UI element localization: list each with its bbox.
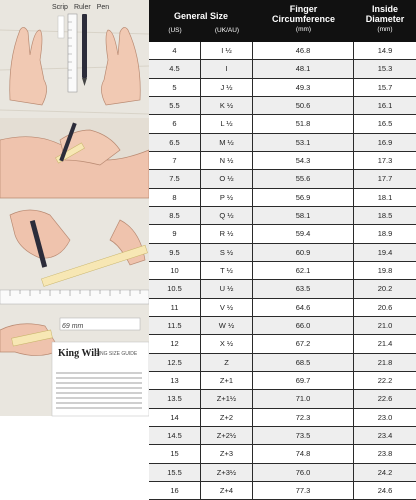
table-row (149, 317, 416, 335)
cell-us: 12 (149, 335, 201, 352)
cell-diameter: 21.4 (377, 339, 393, 349)
table-row (149, 244, 416, 262)
table-row (149, 262, 416, 280)
cell-uk: K ½ (201, 97, 253, 114)
cell-diameter: 19.4 (377, 247, 393, 257)
header-circ-line2: Circumference (271, 14, 336, 24)
cell-diameter: 22.2 (377, 376, 393, 386)
header-us: (US) (168, 27, 182, 34)
table-row (149, 427, 416, 445)
cell-diameter: 23.0 (377, 412, 393, 422)
cell-uk: U ½ (201, 280, 253, 297)
cell-diameter: 19.8 (377, 266, 393, 276)
cell-circumference: 67.2 (253, 335, 354, 352)
cell-diameter: 17.7 (377, 174, 393, 184)
table-row (149, 280, 416, 298)
table-row (149, 464, 416, 482)
cell-uk: Z+1 (201, 372, 253, 389)
cell-circumference: 62.1 (253, 262, 354, 279)
cell-circumference: 64.6 (253, 299, 354, 316)
cell-uk: Z+3½ (201, 464, 253, 481)
cell-diameter: 16.5 (377, 119, 393, 129)
table-row (149, 42, 416, 60)
cell-circumference: 71.0 (253, 390, 354, 407)
brand-logo-text: King Will (58, 348, 100, 359)
table-row (149, 60, 416, 78)
cell-us: 8.5 (149, 207, 201, 224)
cell-uk: J ½ (201, 79, 253, 96)
cell-circumference: 48.1 (253, 60, 354, 77)
table-row (149, 482, 416, 500)
cell-circumference: 72.3 (253, 409, 354, 426)
table-row (149, 372, 416, 390)
cell-uk: P ½ (201, 189, 253, 206)
cell-uk: I (201, 60, 253, 77)
cell-uk: X ½ (201, 335, 253, 352)
cell-diameter: 18.5 (377, 211, 393, 221)
cell-circumference: 76.0 (253, 464, 354, 481)
cell-circumference: 50.6 (253, 97, 354, 114)
cell-us: 6 (149, 115, 201, 132)
table-row (149, 97, 416, 115)
table-row (149, 207, 416, 225)
cell-circumference: 56.9 (253, 189, 354, 206)
cell-uk: O ½ (201, 170, 253, 187)
table-row (149, 445, 416, 463)
cell-us: 11 (149, 299, 201, 316)
brand-subtitle: RING SIZE GUIDE (95, 351, 138, 357)
table-row (149, 152, 416, 170)
measurement-label: 69 mm (62, 323, 84, 330)
cell-us: 14 (149, 409, 201, 426)
cell-diameter: 15.7 (377, 82, 393, 92)
cell-diameter: 20.6 (377, 302, 393, 312)
cell-us: 14.5 (149, 427, 201, 444)
cell-uk: S ½ (201, 244, 253, 261)
table-row (149, 134, 416, 152)
header-dia-unit: (mm) (377, 26, 393, 33)
cell-uk: Q ½ (201, 207, 253, 224)
cell-circumference: 60.9 (253, 244, 354, 261)
cell-circumference: 59.4 (253, 225, 354, 242)
table-body (149, 42, 416, 500)
table-row (149, 409, 416, 427)
cell-diameter: 23.4 (377, 431, 393, 441)
cell-diameter: 22.6 (377, 394, 393, 404)
table-row (149, 170, 416, 188)
panel-mark-paper (0, 205, 149, 286)
cell-us: 13 (149, 372, 201, 389)
table-row (149, 299, 416, 317)
cell-uk: Z+2 (201, 409, 253, 426)
tool-label-ruler: Ruler (73, 4, 91, 11)
cell-us: 11.5 (149, 317, 201, 334)
cell-us: 9 (149, 225, 201, 242)
cell-diameter: 16.1 (377, 101, 393, 111)
cell-circumference: 66.0 (253, 317, 354, 334)
table-row (149, 189, 416, 207)
cell-diameter: 21.8 (377, 357, 393, 367)
header-uk: (UK/AU) (214, 27, 240, 34)
cell-diameter: 24.2 (377, 467, 393, 477)
cell-us: 10.5 (149, 280, 201, 297)
table-row (149, 79, 416, 97)
cell-us: 15 (149, 445, 201, 462)
cell-us: 10 (149, 262, 201, 279)
cell-circumference: 49.3 (253, 79, 354, 96)
cell-diameter: 21.0 (377, 321, 393, 331)
table-row (149, 225, 416, 243)
cell-us: 7 (149, 152, 201, 169)
panel-wrap-finger (0, 118, 149, 198)
cell-us: 9.5 (149, 244, 201, 261)
cell-uk: L ½ (201, 115, 253, 132)
cell-circumference: 69.7 (253, 372, 354, 389)
tool-label-pen: Pen (96, 4, 110, 11)
header-circ-line1: Finger (289, 4, 318, 14)
cell-us: 4 (149, 42, 201, 59)
cell-circumference: 73.5 (253, 427, 354, 444)
cell-uk: M ½ (201, 134, 253, 151)
cell-circumference: 58.1 (253, 207, 354, 224)
cell-diameter: 17.3 (377, 156, 393, 166)
cell-circumference: 63.5 (253, 280, 354, 297)
table-row (149, 390, 416, 408)
cell-us: 4.5 (149, 60, 201, 77)
cell-uk: T ½ (201, 262, 253, 279)
cell-us: 15.5 (149, 464, 201, 481)
cell-diameter: 24.6 (377, 486, 393, 496)
header-circ-unit: (mm) (295, 26, 312, 33)
panel-hands-and-tools (10, 14, 141, 105)
measuring-instructions-illustration (0, 0, 149, 416)
cell-us: 8 (149, 189, 201, 206)
cell-us: 5 (149, 79, 201, 96)
cell-diameter: 15.3 (377, 64, 393, 74)
cell-uk: Z+3 (201, 445, 253, 462)
table-header (149, 0, 416, 42)
header-general-size: General Size (173, 11, 229, 21)
ring-size-table (149, 0, 416, 496)
cell-uk: Z+1½ (201, 390, 253, 407)
cell-us: 7.5 (149, 170, 201, 187)
cell-diameter: 23.8 (377, 449, 393, 459)
tool-label-scrip: Scrip (52, 4, 68, 11)
cell-uk: Z (201, 354, 253, 371)
cell-us: 6.5 (149, 134, 201, 151)
cell-uk: R ½ (201, 225, 253, 242)
cell-us: 5.5 (149, 97, 201, 114)
cell-diameter: 16.9 (377, 137, 393, 147)
cell-uk: V ½ (201, 299, 253, 316)
cell-circumference: 74.8 (253, 445, 354, 462)
cell-us: 12.5 (149, 354, 201, 371)
header-dia-line1: Inside (371, 4, 398, 14)
cell-circumference: 54.3 (253, 152, 354, 169)
table-row (149, 335, 416, 353)
cell-circumference: 53.1 (253, 134, 354, 151)
cell-uk: Z+2½ (201, 427, 253, 444)
cell-circumference: 55.6 (253, 170, 354, 187)
cell-circumference: 51.8 (253, 115, 354, 132)
cell-diameter: 14.9 (377, 46, 393, 56)
cell-us: 13.5 (149, 390, 201, 407)
table-row (149, 354, 416, 372)
cell-diameter: 18.9 (377, 229, 393, 239)
cell-circumference: 68.5 (253, 354, 354, 371)
table-row (149, 115, 416, 133)
cell-circumference: 77.3 (253, 482, 354, 499)
cell-diameter: 20.2 (377, 284, 393, 294)
cell-uk: I ½ (201, 42, 253, 59)
cell-uk: W ½ (201, 317, 253, 334)
cell-us: 16 (149, 482, 201, 499)
cell-circumference: 46.8 (253, 42, 354, 59)
cell-uk: Z+4 (201, 482, 253, 499)
header-dia-line2: Diameter (365, 14, 405, 24)
cell-diameter: 18.1 (377, 192, 393, 202)
cell-uk: N ½ (201, 152, 253, 169)
tool-labels (52, 4, 109, 11)
